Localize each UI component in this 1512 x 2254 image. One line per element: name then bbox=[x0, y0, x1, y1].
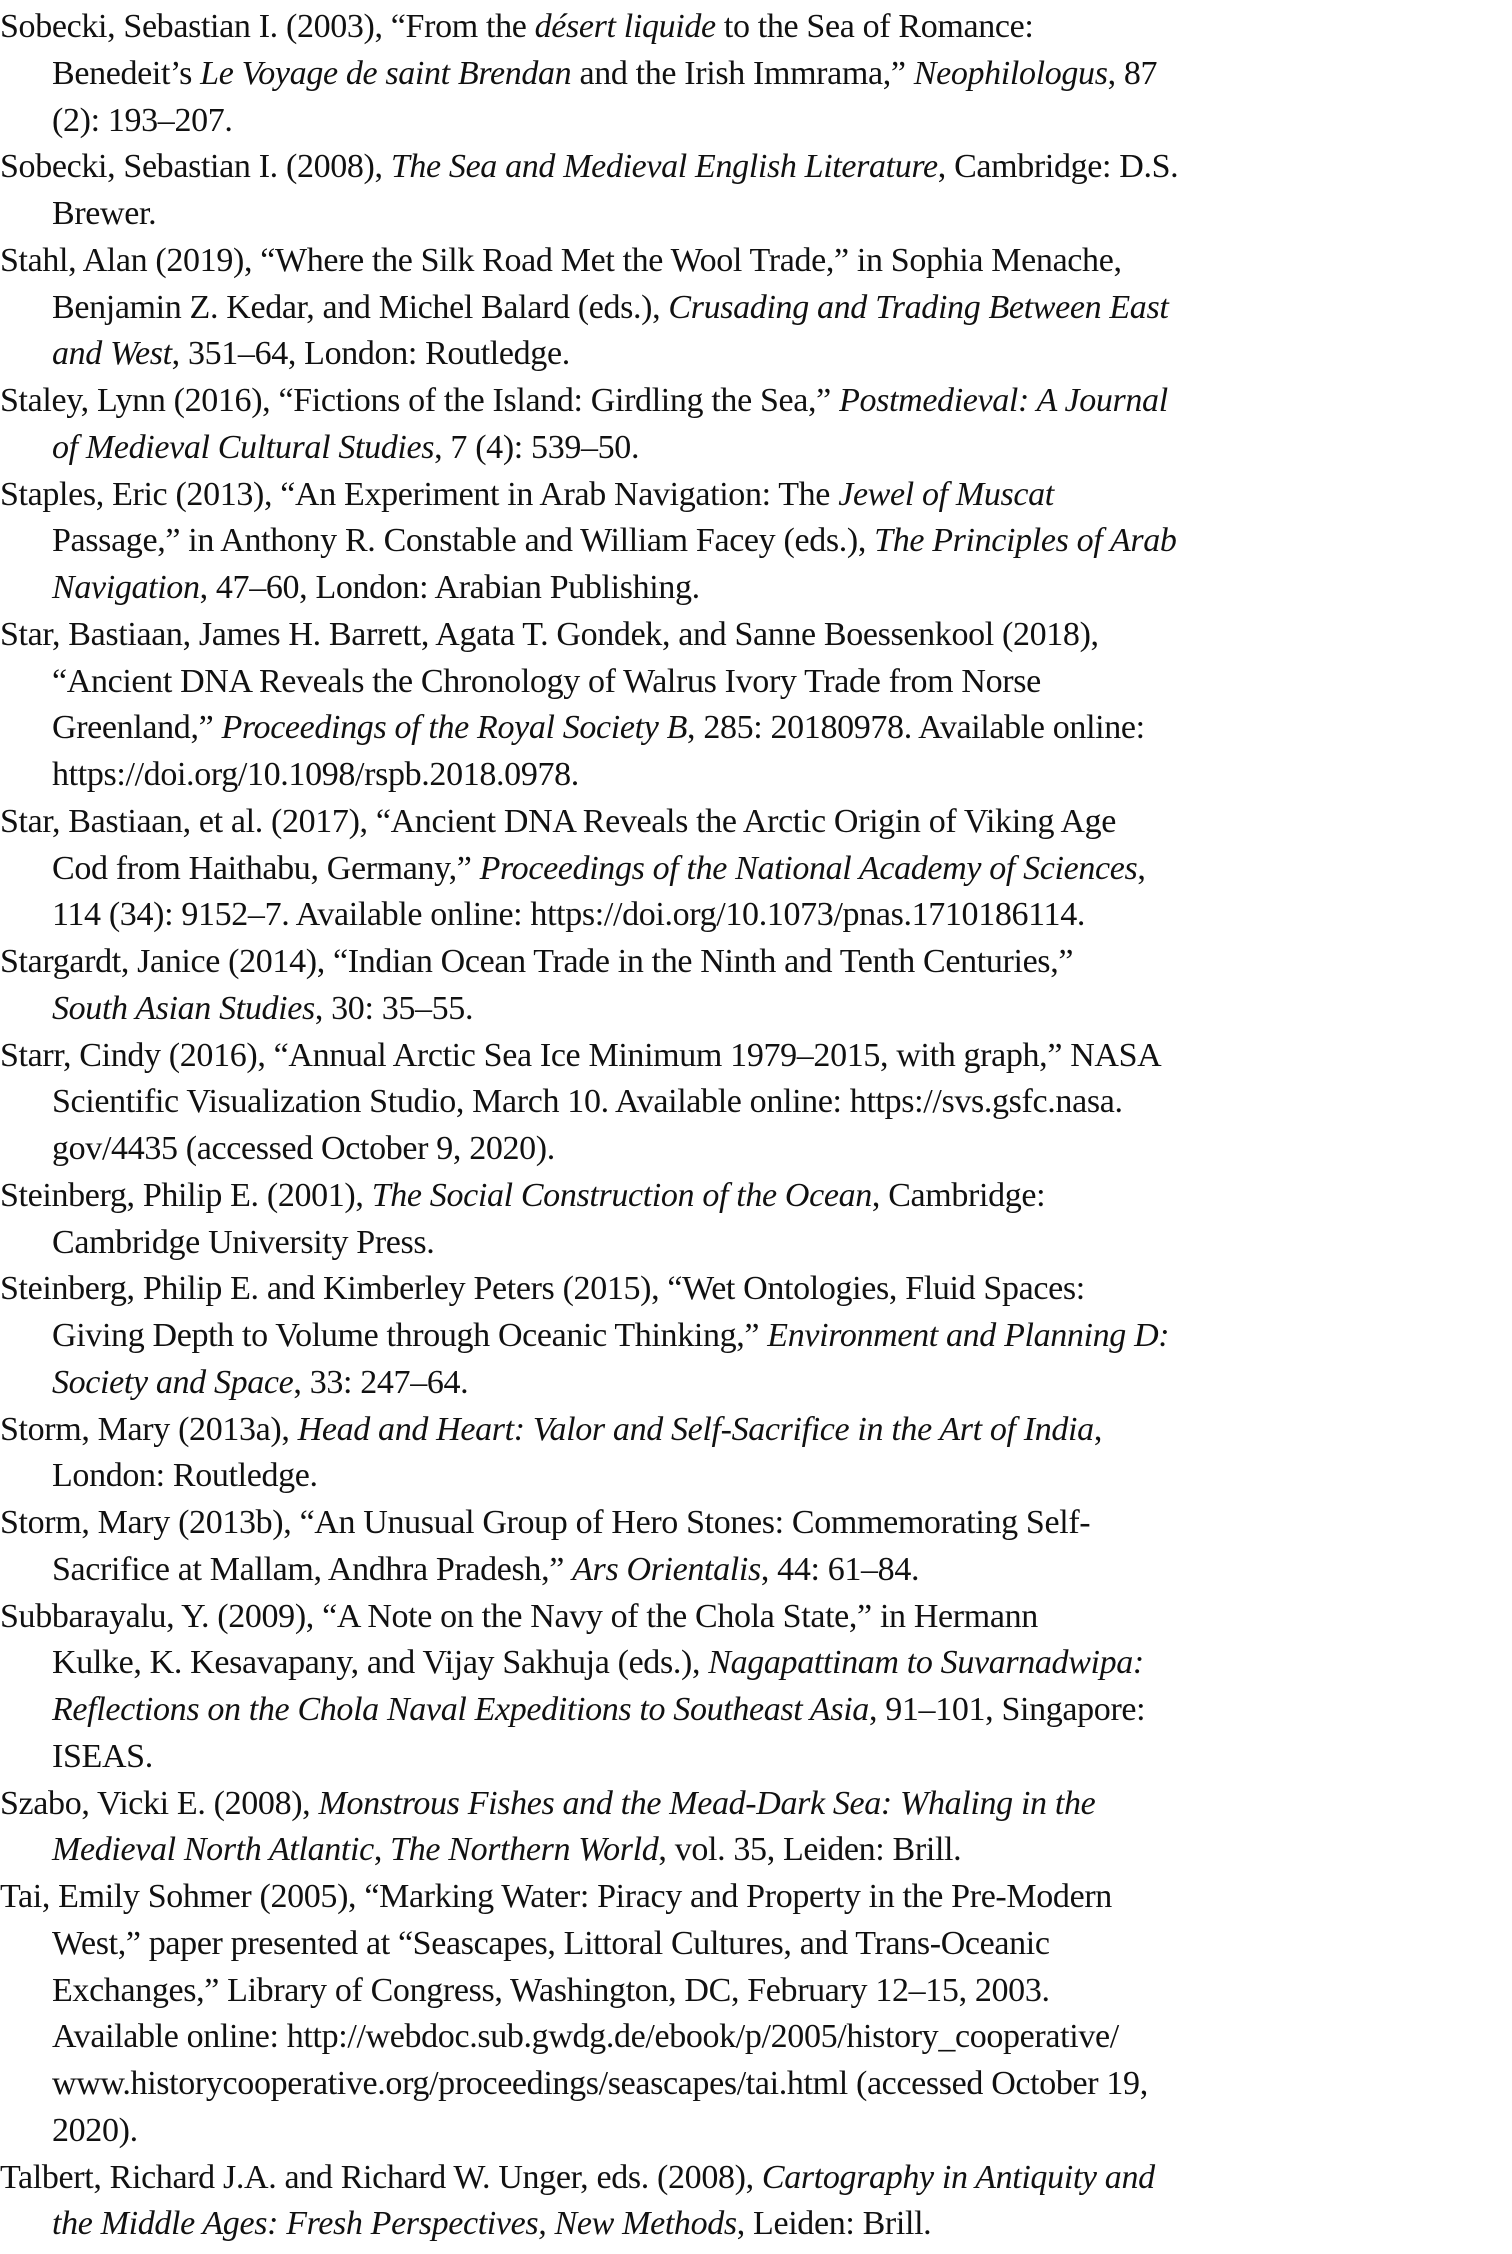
bibliography-entry bbox=[0, 2155, 1512, 2249]
entry-continuation-line bbox=[0, 1687, 1512, 1734]
citation-text: , vol. 35, Leiden: Brill. bbox=[658, 1831, 962, 1869]
citation-text: , 285: 20180978. Available online: bbox=[687, 709, 1145, 747]
entry-continuation-line bbox=[0, 986, 1512, 1033]
bibliography-entry bbox=[0, 1033, 1512, 1173]
bibliography-entry bbox=[0, 472, 1512, 612]
italic-title-text: Proceedings of the Royal Society B bbox=[221, 709, 688, 747]
citation-text: ISEAS. bbox=[52, 1737, 153, 1775]
italic-title-text: Head and Heart: Valor and Self-Sacrifice in the Art of India bbox=[297, 1410, 1094, 1448]
entry-continuation-line bbox=[0, 892, 1512, 939]
entry-continuation-line bbox=[0, 1079, 1512, 1126]
citation-text: , 30: 35–55. bbox=[314, 989, 474, 1027]
entry-continuation-line bbox=[0, 846, 1512, 893]
citation-text: and the Irish Immrama,” bbox=[571, 54, 914, 92]
citation-text: Staples, Eric (2013), “An Experiment in Arab Navigation: The bbox=[0, 475, 839, 513]
citation-text: Subbarayalu, Y. (2009), “A Note on the Navy of the Chola State,” in Hermann bbox=[0, 1597, 1038, 1635]
bibliography-entry bbox=[0, 1266, 1512, 1406]
citation-text: to the Sea of Romance: bbox=[715, 8, 1034, 45]
entry-continuation-line bbox=[0, 1126, 1512, 1173]
bibliography-entry bbox=[0, 1874, 1512, 2155]
citation-text: Cod from Haithabu, Germany,” bbox=[52, 849, 480, 887]
entry-continuation-line bbox=[0, 2108, 1512, 2155]
italic-title-text: Medieval North Atlantic bbox=[52, 1831, 374, 1869]
italic-title-text: Nagapattinam to Suvarnadwipa: bbox=[708, 1644, 1144, 1682]
entry-continuation-line bbox=[0, 1921, 1512, 1968]
bibliography-entry bbox=[0, 1173, 1512, 1267]
citation-text: , Cambridge: bbox=[871, 1176, 1046, 1214]
italic-title-text: of Medieval Cultural Studies bbox=[52, 428, 435, 466]
italic-title-text: Cartography in Antiquity and bbox=[761, 2158, 1155, 2196]
italic-title-text: Crusading and Trading Between East bbox=[668, 288, 1169, 326]
italic-title-text: Navigation bbox=[52, 569, 200, 606]
entry-continuation-line bbox=[0, 1640, 1512, 1687]
entry-first-line bbox=[0, 939, 1512, 986]
italic-title-text: Jewel of Muscat bbox=[838, 475, 1054, 513]
citation-text: Available online: http://webdoc.sub.gwdg.de/ebook/p/2005/history_cooperative/ bbox=[52, 2018, 1119, 2056]
bibliography-entry bbox=[0, 939, 1512, 1033]
italic-title-text: South Asian Studies bbox=[52, 989, 315, 1027]
entry-continuation-line bbox=[0, 518, 1512, 565]
citation-text: , 91–101, Singapore: bbox=[868, 1691, 1146, 1728]
citation-text: (2): 193–207. bbox=[52, 101, 233, 139]
entry-first-line bbox=[0, 144, 1512, 191]
bibliography-entry bbox=[0, 799, 1512, 939]
citation-text: , 44: 61–84. bbox=[760, 1550, 920, 1588]
entry-first-line bbox=[0, 1594, 1512, 1641]
italic-title-text: Proceedings of the National Academy of Sciences bbox=[479, 849, 1138, 887]
citation-text: Benedeit’s bbox=[52, 54, 201, 92]
bibliography-entry bbox=[0, 612, 1512, 799]
entry-continuation-line bbox=[0, 191, 1512, 238]
citation-text: Greenland,” bbox=[52, 709, 222, 747]
entry-first-line bbox=[0, 612, 1512, 659]
bibliography-entry bbox=[0, 144, 1512, 238]
citation-text: Scientific Visualization Studio, March 10. Available online: https://svs.gsfc.nasa. bbox=[52, 1083, 1123, 1121]
citation-text: Brewer. bbox=[52, 195, 157, 232]
citation-text: Steinberg, Philip E. and Kimberley Peters (2015), “Wet Ontologies, Fluid Spaces: bbox=[0, 1270, 1085, 1308]
citation-text: Giving Depth to Volume through Oceanic Thinking,” bbox=[52, 1317, 768, 1354]
italic-title-text: Environment and Planning D: bbox=[767, 1317, 1170, 1354]
entry-first-line bbox=[0, 1407, 1512, 1454]
citation-text: Stahl, Alan (2019), “Where the Silk Road Met the Wool Trade,” in Sophia Menache, bbox=[0, 241, 1122, 279]
entry-continuation-line bbox=[0, 659, 1512, 706]
entry-continuation-line bbox=[0, 1313, 1512, 1360]
entry-first-line bbox=[0, 1500, 1512, 1547]
bibliography-list bbox=[0, 4, 1512, 2248]
italic-title-text: Neophilologus bbox=[913, 54, 1108, 92]
entry-continuation-line bbox=[0, 425, 1512, 472]
citation-text: West,” paper presented at “Seascapes, Littoral Cultures, and Trans-Oceanic bbox=[52, 1924, 1050, 1962]
entry-continuation-line bbox=[0, 331, 1512, 378]
bibliography-entry bbox=[0, 1407, 1512, 1501]
citation-text: Star, Bastiaan, et al. (2017), “Ancient DNA Reveals the Arctic Origin of Viking Age bbox=[0, 802, 1117, 840]
citation-text: , Cambridge: D.S. bbox=[937, 148, 1179, 186]
citation-text: Staley, Lynn (2016), “Fictions of the Island: Girdling the Sea,” bbox=[0, 382, 840, 419]
citation-text: Sacrifice at Mallam, Andhra Pradesh,” bbox=[52, 1550, 573, 1588]
citation-text: Steinberg, Philip E. (2001), bbox=[0, 1176, 372, 1214]
italic-title-text: Postmedieval: A Journal bbox=[839, 382, 1168, 419]
citation-text: gov/4435 (accessed October 9, 2020). bbox=[52, 1130, 555, 1167]
entry-first-line bbox=[0, 238, 1512, 285]
entry-first-line bbox=[0, 1033, 1512, 1080]
citation-text: Sobecki, Sebastian I. (2003), “From the bbox=[0, 8, 535, 45]
entry-first-line bbox=[0, 378, 1512, 425]
italic-title-text: the Middle Ages: Fresh Perspectives, New Methods bbox=[52, 2205, 737, 2243]
citation-text: “Ancient DNA Reveals the Chronology of Walrus Ivory Trade from Norse bbox=[52, 662, 1041, 700]
citation-text: https://doi.org/10.1098/rspb.2018.0978. bbox=[52, 756, 579, 793]
citation-text: , 87 bbox=[1107, 54, 1158, 92]
italic-title-text: The Sea and Medieval English Literature bbox=[390, 148, 938, 186]
entry-continuation-line bbox=[0, 285, 1512, 332]
bibliography-entry bbox=[0, 1594, 1512, 1781]
citation-text: 2020). bbox=[52, 2111, 138, 2149]
italic-title-text: Reflections on the Chola Naval Expeditions to Southeast Asia bbox=[52, 1691, 869, 1728]
bibliography-entry bbox=[0, 378, 1512, 472]
citation-text: , bbox=[373, 1831, 391, 1869]
italic-title-text: Ars Orientalis bbox=[572, 1550, 761, 1588]
bibliography-entry bbox=[0, 4, 1512, 144]
citation-text: Cambridge University Press. bbox=[52, 1223, 435, 1261]
bibliography-entry bbox=[0, 1500, 1512, 1594]
entry-continuation-line bbox=[0, 2014, 1512, 2061]
entry-continuation-line bbox=[0, 565, 1512, 612]
entry-continuation-line bbox=[0, 1734, 1512, 1781]
citation-text: , bbox=[1093, 1410, 1102, 1448]
italic-title-text: Society and Space bbox=[52, 1363, 294, 1401]
italic-title-text: The Northern World bbox=[390, 1831, 659, 1869]
citation-text: , 47–60, London: Arabian Publishing. bbox=[199, 569, 700, 606]
entry-first-line bbox=[0, 4, 1512, 51]
citation-text: , 7 (4): 539–50. bbox=[434, 428, 640, 466]
italic-title-text: désert liquide bbox=[534, 8, 716, 45]
entry-first-line bbox=[0, 2155, 1512, 2202]
citation-text: Kulke, K. Kesavapany, and Vijay Sakhuja (eds.), bbox=[52, 1644, 709, 1682]
entry-first-line bbox=[0, 799, 1512, 846]
citation-text: Sobecki, Sebastian I. (2008), bbox=[0, 148, 391, 186]
entry-continuation-line bbox=[0, 752, 1512, 799]
citation-text: , Leiden: Brill. bbox=[736, 2205, 932, 2243]
entry-first-line bbox=[0, 1173, 1512, 1220]
entry-continuation-line bbox=[0, 1827, 1512, 1874]
entry-continuation-line bbox=[0, 1220, 1512, 1267]
citation-text: Tai, Emily Sohmer (2005), “Marking Water: Piracy and Property in the Pre-Modern bbox=[0, 1878, 1112, 1915]
entry-first-line bbox=[0, 1874, 1512, 1921]
entry-continuation-line bbox=[0, 51, 1512, 98]
citation-text: , 33: 247–64. bbox=[293, 1363, 469, 1401]
entry-continuation-line bbox=[0, 1547, 1512, 1594]
citation-text: Exchanges,” Library of Congress, Washington, DC, February 12–15, 2003. bbox=[52, 1971, 1050, 2009]
entry-first-line bbox=[0, 1266, 1512, 1313]
citation-text: Talbert, Richard J.A. and Richard W. Unger, eds. (2008), bbox=[0, 2158, 762, 2196]
citation-text: , 351–64, London: Routledge. bbox=[171, 335, 570, 373]
citation-text: 114 (34): 9152–7. Available online: https://doi.org/10.1073/pnas.1710186114. bbox=[52, 896, 1085, 934]
italic-title-text: Monstrous Fishes and the Mead-Dark Sea: Whaling in the bbox=[318, 1784, 1096, 1822]
citation-text: Storm, Mary (2013a), bbox=[0, 1410, 298, 1448]
citation-text: Passage,” in Anthony R. Constable and William Facey (eds.), bbox=[52, 522, 875, 560]
citation-text: www.historycooperative.org/proceedings/seascapes/tai.html (accessed October 19, bbox=[52, 2065, 1148, 2102]
entry-continuation-line bbox=[0, 98, 1512, 145]
citation-text: Benjamin Z. Kedar, and Michel Balard (eds.), bbox=[52, 288, 669, 326]
entry-continuation-line bbox=[0, 1453, 1512, 1500]
entry-continuation-line bbox=[0, 2201, 1512, 2248]
entry-first-line bbox=[0, 472, 1512, 519]
entry-continuation-line bbox=[0, 1360, 1512, 1407]
entry-continuation-line bbox=[0, 2061, 1512, 2108]
citation-text: Star, Bastiaan, James H. Barrett, Agata T. Gondek, and Sanne Boessenkool (2018), bbox=[0, 615, 1099, 653]
italic-title-text: and West bbox=[52, 335, 172, 373]
italic-title-text: The Principles of Arab bbox=[874, 522, 1177, 560]
citation-text: Starr, Cindy (2016), “Annual Arctic Sea Ice Minimum 1979–2015, with graph,” NASA bbox=[0, 1036, 1162, 1074]
entry-continuation-line bbox=[0, 705, 1512, 752]
bibliography-entry bbox=[0, 1781, 1512, 1875]
italic-title-text: Le Voyage de saint Brendan bbox=[200, 54, 572, 92]
entry-continuation-line bbox=[0, 1968, 1512, 2015]
citation-text: Storm, Mary (2013b), “An Unusual Group of Hero Stones: Commemorating Self- bbox=[0, 1504, 1091, 1541]
bibliography-entry bbox=[0, 238, 1512, 378]
italic-title-text: The Social Construction of the Ocean bbox=[371, 1176, 872, 1214]
entry-first-line bbox=[0, 1781, 1512, 1828]
citation-text: Szabo, Vicki E. (2008), bbox=[0, 1784, 319, 1822]
citation-text: London: Routledge. bbox=[52, 1457, 318, 1495]
citation-text: Stargardt, Janice (2014), “Indian Ocean Trade in the Ninth and Tenth Centuries,” bbox=[0, 943, 1074, 980]
citation-text: , bbox=[1137, 849, 1146, 887]
